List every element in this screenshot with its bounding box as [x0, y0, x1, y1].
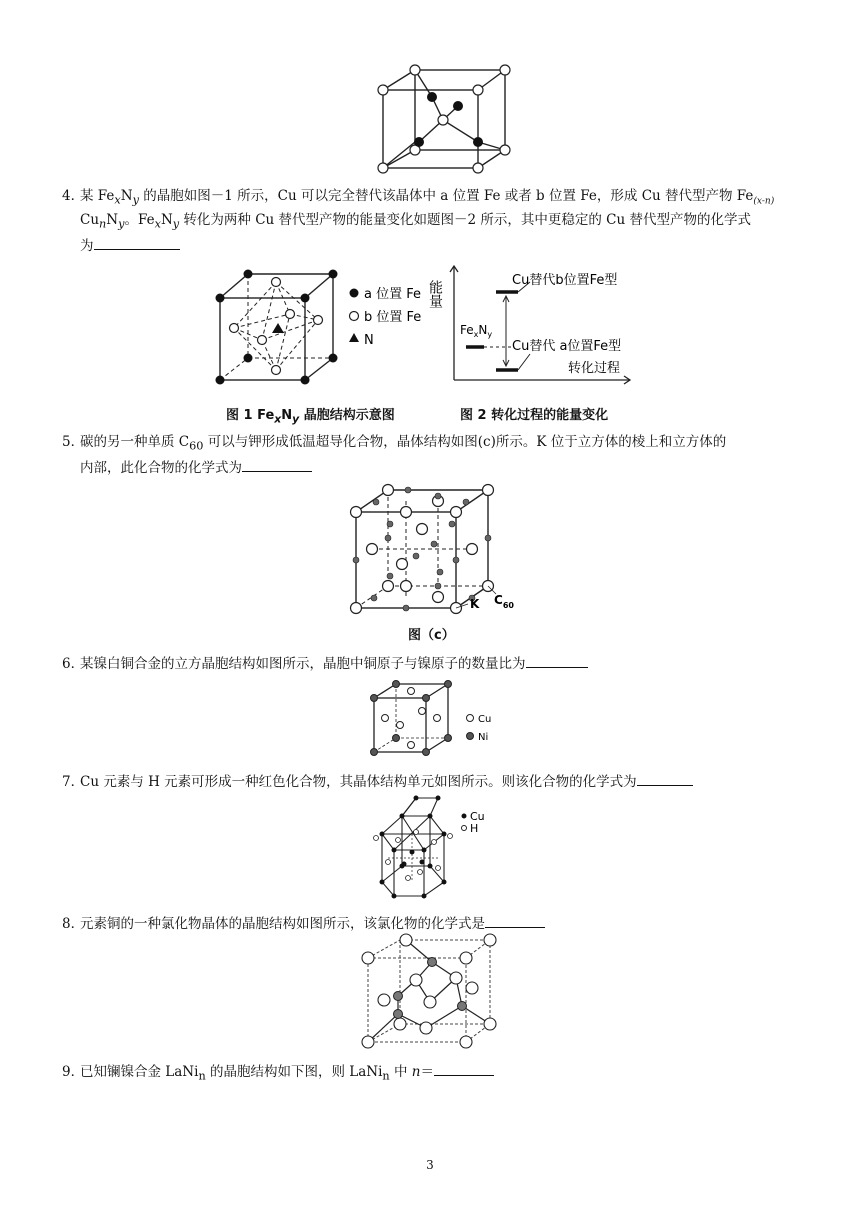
page-number: 3 [426, 1158, 434, 1172]
legend-ni: Ni [478, 732, 489, 743]
answer-blank[interactable] [526, 653, 588, 668]
process-axis-label: 转化过程 [568, 361, 621, 376]
answer-blank[interactable] [242, 457, 312, 472]
question-9: 9．已知镧镍合金 LaNi$_n$ 的晶胞结构如下图，则 LaNi$_n$ 中 n＝ [62, 1060, 802, 1089]
k-c60-crystal-figure [346, 484, 526, 616]
cu-h-hexagonal-cell-figure [368, 792, 498, 900]
question-5: 5．碳的另一种单质 $C_{60}$ 可以与钾形成低温超导化合物，晶体结构如图(c)所示。K 位于立方体的棱上和立方体的 [62, 434, 727, 453]
energy-axis-label: 能量 [427, 280, 443, 308]
label-c60: $C_{60}$ [494, 593, 514, 610]
fig-c-caption: 图（c） [408, 628, 455, 643]
answer-blank[interactable] [637, 771, 693, 786]
fig2-caption: 图 2 转化过程的能量变化 [460, 408, 609, 423]
question-5-line2: 内部，此化合物的化学式为 [80, 456, 800, 480]
answer-blank[interactable] [485, 913, 545, 928]
answer-blank[interactable] [94, 235, 180, 250]
question-number: 4． [62, 188, 85, 204]
question-4-line3: 为 [80, 234, 800, 258]
answer-blank[interactable] [434, 1061, 494, 1076]
legend-n: N [364, 333, 374, 348]
legend-cu: Cu [470, 810, 485, 823]
energy-change-diagram [427, 262, 650, 392]
fig1-caption: 图 1 $Fe_xN_y$ 晶胞结构示意图 [226, 408, 395, 426]
fexny-unit-cell-figure [210, 268, 440, 388]
label-k: K [470, 597, 480, 611]
cu-ni-alloy-cell-figure [368, 680, 508, 758]
question-8: 8．元素铜的一种氯化物晶体的晶胞结构如图所示，该氯化物的化学式是 [62, 912, 802, 936]
copper-chloride-cell-figure [358, 932, 508, 1048]
question-4-line2: $Cu_nN_y$。$Fe_xN_y$ 转化为两种 Cu 替代型产物的能量变化如题图－2 所示，其中更稳定的 Cu 替代型产物的化学式 [80, 212, 751, 231]
top-crystal-figure [375, 62, 515, 174]
question-7: 7．Cu 元素与 H 元素可形成一种红色化合物，其晶体结构单元如图所示。则该化合物的化学式为 [62, 770, 802, 794]
level-b-label: Cu替代b位置Fe型 [512, 273, 618, 288]
question-6: 6．某镍白铜合金的立方晶胞结构如图所示，晶胞中铜原子与镍原子的数量比为 [62, 652, 802, 676]
reactant-label: $Fe_xN_y$ [460, 323, 493, 339]
legend-h: H [470, 822, 479, 835]
level-a-label: Cu替代 a位置Fe型 [512, 339, 622, 354]
question-4: 4．某 $Fe_xN_y$ 的晶胞如图－1 所示，Cu 可以完全替代该晶体中 a 位置 Fe 或者 b 位置 Fe，形成 Cu 替代型产物 $Fe_{(x-n)}$ [62, 184, 802, 214]
legend-b-fe: b 位置 Fe [364, 310, 422, 325]
legend-a-fe: a 位置 Fe [364, 287, 421, 302]
legend-cu: Cu [478, 714, 492, 725]
